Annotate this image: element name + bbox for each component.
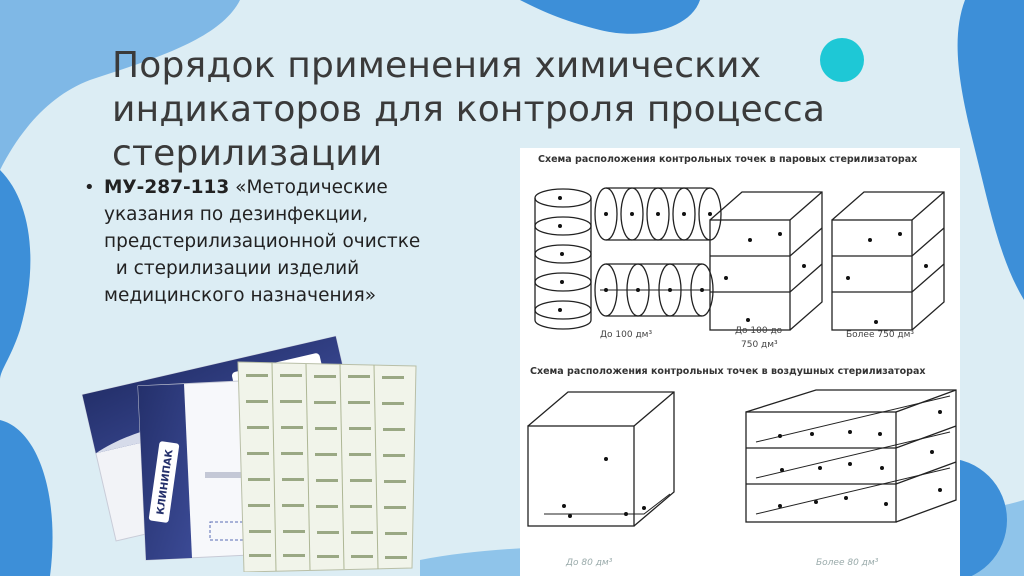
steam-scheme-caption: Схема расположения контрольных точек в паровых стерилизаторах [538, 154, 918, 165]
bullet-line: медицинского назначения» [104, 285, 377, 306]
blob-top-center [520, 0, 700, 34]
steam-label-small: До 100 дм³ [600, 330, 653, 340]
title-line: индикаторов для контроля процесса [112, 89, 826, 130]
bullet-code: МУ-287-113 [104, 177, 230, 198]
title-line: Порядок применения химических [112, 45, 762, 86]
bullet-item [84, 174, 474, 309]
bullet-text [104, 174, 474, 309]
air-box-small [528, 392, 674, 526]
control-point-schemes [520, 148, 960, 576]
cylinder-row-bottom [595, 264, 713, 316]
bullet-line: предстерилизационной очистке [104, 231, 421, 252]
steam-box-large [832, 192, 944, 330]
blob-bottom-left [0, 420, 53, 576]
pack-brand: КЛИНИПАК [155, 448, 176, 516]
steam-box-medium [710, 192, 822, 330]
steam-label-mid: 750 дм³ [741, 340, 778, 350]
blob-top-right [958, 0, 1024, 300]
bullet-line [104, 174, 474, 201]
air-label-small: До 80 дм³ [566, 558, 613, 568]
bullet-dot-icon: • [84, 177, 95, 198]
indicator-packaging-photo [60, 322, 420, 572]
bullet-line: указания по дезинфекции, [104, 204, 369, 225]
steam-label-large: Более 750 дм³ [846, 330, 915, 340]
bullet-line-text: «Методические [235, 177, 388, 198]
air-box-large [746, 390, 956, 522]
teal-dot [820, 38, 864, 82]
air-sterilizer-diagram [520, 382, 960, 532]
bullet-line: и стерилизации изделий [104, 258, 360, 279]
air-label-large: Более 80 дм³ [816, 558, 879, 568]
indicator-strip-sheet [238, 362, 416, 572]
cylinder-stack [535, 189, 591, 329]
air-scheme-caption: Схема расположения контрольных точек в воздушных стерилизаторах [530, 366, 926, 377]
steam-label-mid: До 100 до [735, 326, 783, 336]
blob-left-edge [0, 170, 30, 380]
title-line: стерилизации [112, 133, 383, 174]
